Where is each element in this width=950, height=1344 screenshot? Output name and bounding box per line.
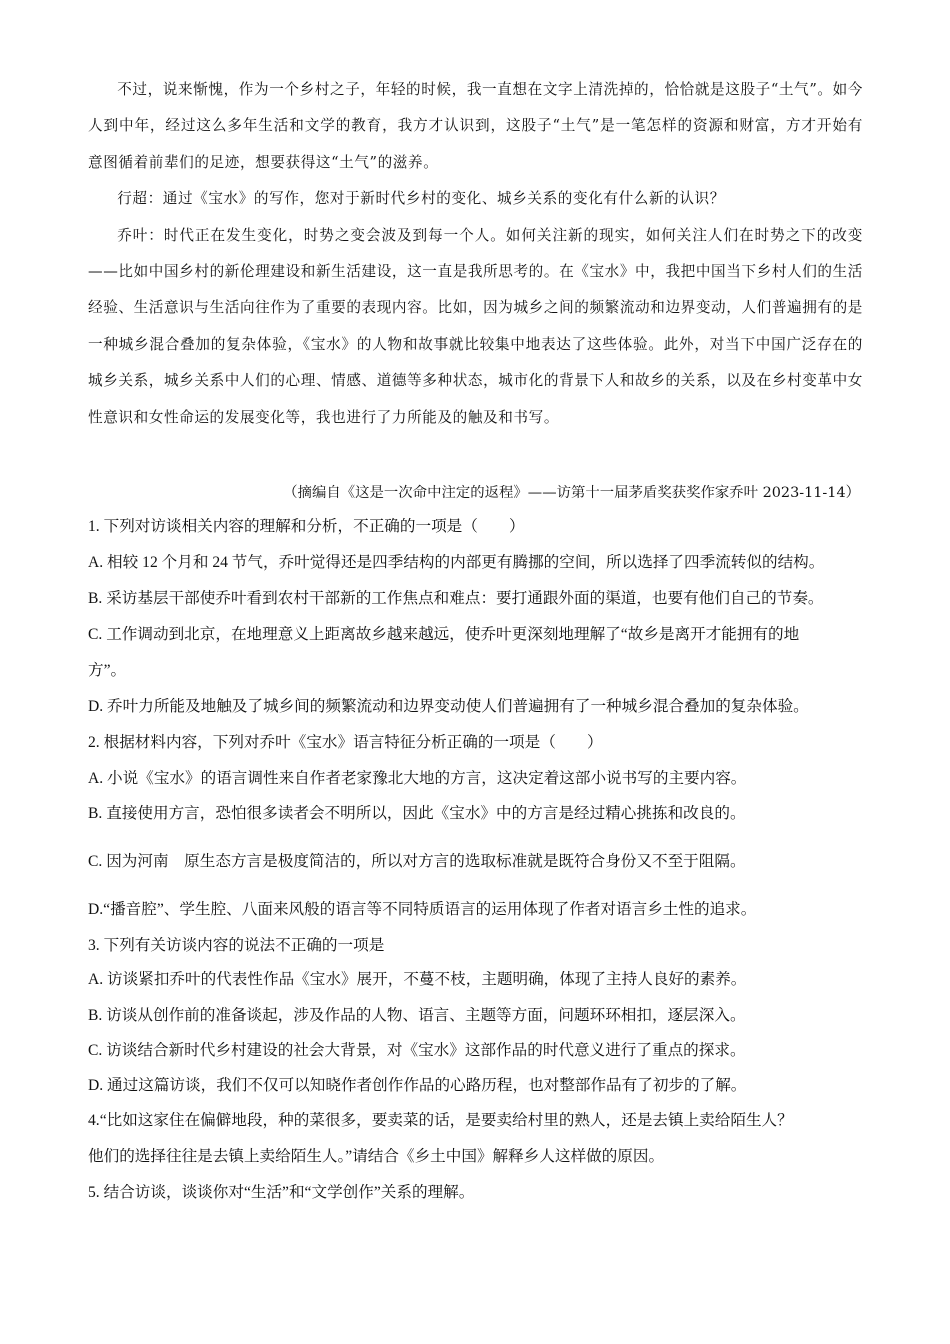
question-3-option-c: C. 访谈结合新时代乡村建设的社会大背景，对《宝水》这部作品的时代意义进行了重点的探求。 <box>88 1042 746 1059</box>
interview-passage <box>88 72 863 436</box>
question-3-stem: 3. 下列有关访谈内容的说法不正确的一项是 <box>88 937 385 954</box>
question-2-option-b: B. 直接使用方言，恐怕很多读者会不明所以，因此《宝水》中的方言是经过精心挑拣和改良的。 <box>88 805 746 822</box>
question-2-option-c: C. 因为河南 原生态方言是极度简洁的，所以对方言的选取标准就是既符合身份又不至于阻隔。 <box>88 853 746 870</box>
passage-paragraph-answer: 乔叶：时代正在发生变化，时势之变会波及到每一个人。如何关注新的现实，如何关注人们在时势之下的改变——比如中国乡村的新伦理建设和新生活建设，这一直是我所思考的。在《宝水》中，我把中国当下乡村人们的生活经验、生活意识与生活向往作为了重要的表现内容。比如，因为城乡之间的频繁流动和边界变动，人们普遍拥有的是一种城乡混合叠加的复杂体验，《宝水》的人物和故事就比较集中地表达了这些体验。此外，对当下中国广泛存在的城乡关系，城乡关系中人们的心理、情感、道德等多种状态，城市化的背景下人和故乡的关系，以及在乡村变革中女性意识和女性命运的发展变化等，我也进行了力所能及的触及和书写。 <box>88 226 863 426</box>
question-5-stem: 5. 结合访谈，谈谈你对“生活”和“文学创作”关系的理解。 <box>88 1184 475 1201</box>
question-3-option-a: A. 访谈紧扣乔叶的代表性作品《宝水》展开，不蔓不枝，主题明确，体现了主持人良好的素养。 <box>88 971 747 988</box>
question-1-option-d: D. 乔叶力所能及地触及了城乡间的频繁流动和边界变动使人们普遍拥有了一种城乡混合叠加的复杂体验。 <box>88 698 809 715</box>
question-4-stem: 4.“比如这家住在偏僻地段，种的菜很多，要卖菜的话，是要卖给村里的熟人，还是去镇上卖给陌生人？ <box>88 1112 793 1129</box>
question-1-stem: 1. 下列对访谈相关内容的理解和分析，不正确的一项是（ ） <box>88 518 525 535</box>
question-1-option-c: C. 工作调动到北京，在地理意义上距离故乡越来越远，使乔叶更深刻地理解了“故乡是离开才能拥有的地 <box>88 626 800 643</box>
passage-paragraph-tuqi: 不过，说来惭愧，作为一个乡村之子，年轻的时候，我一直想在文字上清洗掉的，恰恰就是这股子“土气”。如今人到中年，经过这么多年生活和文学的教育，我方才认识到，这股子“土气”是一笔怎样的资源和财富，方才开始有意图循着前辈们的足迹，想要获得这“土气”的滋养。 <box>88 81 863 171</box>
question-4-stem-cont: 他们的选择往往是去镇上卖给陌生人。”请结合《乡土中国》解释乡人这样做的原因。 <box>88 1148 665 1165</box>
question-2-stem: 2. 根据材料内容，下列对乔叶《宝水》语言特征分析正确的一项是（ ） <box>88 734 603 751</box>
question-3-option-b: B. 访谈从创作前的准备谈起，涉及作品的人物、语言、主题等方面，问题环环相扣，逐层深入。 <box>88 1007 746 1024</box>
question-1-option-c-cont: 方”。 <box>88 662 127 679</box>
question-1-option-b: B. 采访基层干部使乔叶看到农村干部新的工作焦点和难点：要打通跟外面的渠道，也要有他们自己的节奏。 <box>88 590 824 607</box>
question-2-option-d: D.“播音腔”、学生腔、八面来风般的语言等不同特质语言的运用体现了作者对语言乡土性的追求。 <box>88 901 757 918</box>
passage-source: （摘编自《这是一次命中注定的返程》——访第十一届茅盾奖获奖作家乔叶 2023-11-14） <box>283 485 860 501</box>
question-1-option-a: A. 相较 12 个月和 24 节气，乔叶觉得还是四季结构的内部更有腾挪的空间，所以选择了四季流转似的结构。 <box>88 554 825 571</box>
question-2-option-a: A. 小说《宝水》的语言调性来自作者老家豫北大地的方言，这决定着这部小说书写的主要内容。 <box>88 770 747 787</box>
question-3-option-d: D. 通过这篇访谈，我们不仅可以知晓作者创作作品的心路历程，也对整部作品有了初步的了解。 <box>88 1077 747 1094</box>
passage-paragraph-question: 行超：通过《宝水》的写作，您对于新时代乡村的变化、城乡关系的变化有什么新的认识？ <box>117 190 725 208</box>
